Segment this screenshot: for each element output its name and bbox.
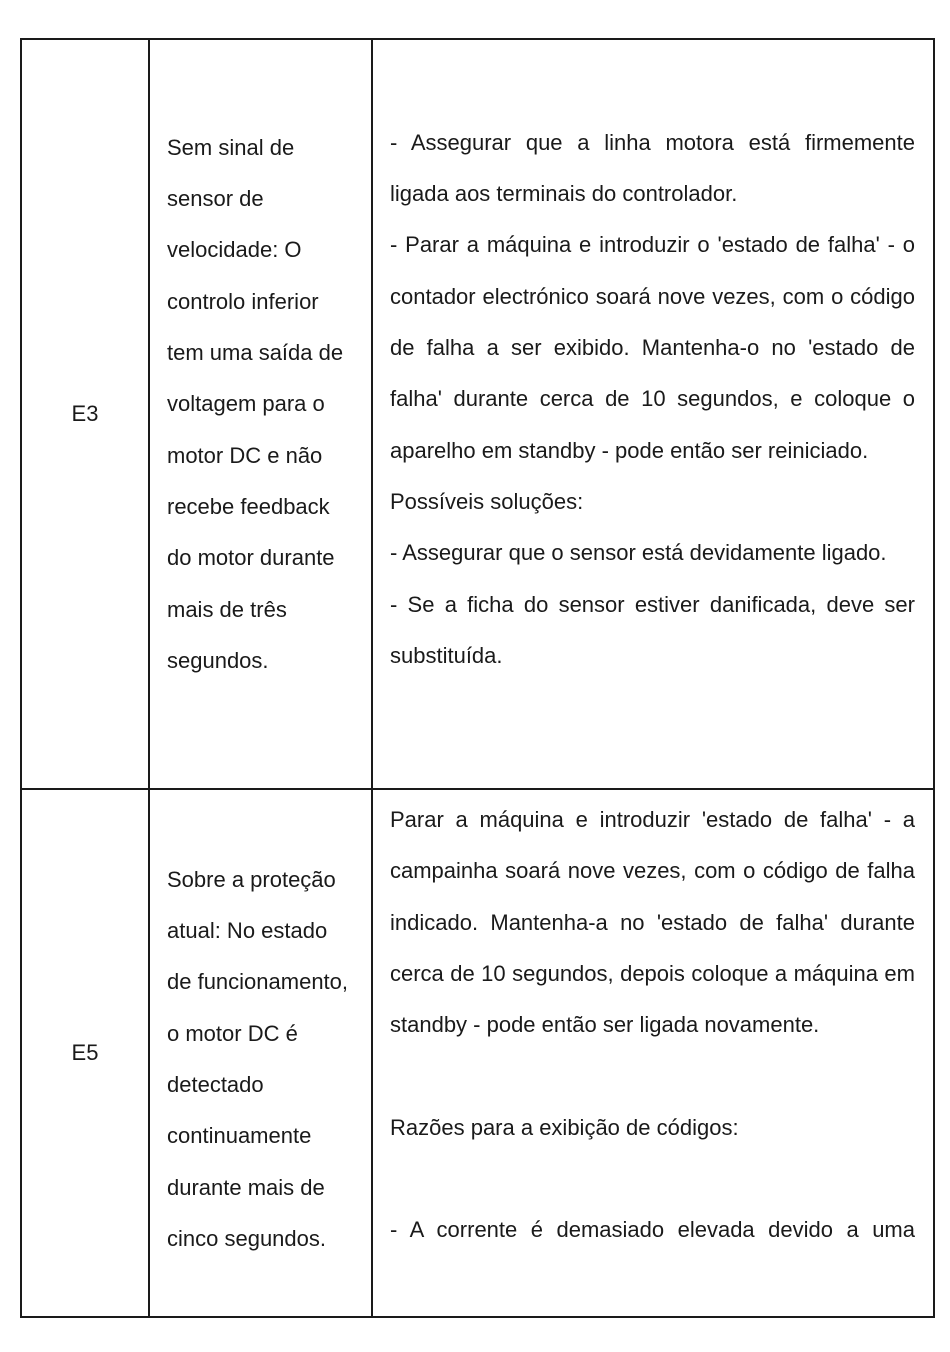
solution-paragraph: - Parar a máquina e introduzir o 'estado de falha' - o contador electrónico soará nove vezes, com o código de falha a ser exibido. Mantenha-o no 'estado de falha' durante cerca de 10 segundos, e coloque o aparelho em standby - pode então ser reiniciado.	[390, 232, 915, 463]
fault-description-cell	[149, 39, 372, 789]
fault-solution-cell	[372, 39, 934, 789]
solution-paragraph: Razões para a exibição de códigos:	[390, 1114, 739, 1140]
solution-paragraph: - A corrente é demasiado elevada devido a uma	[390, 1217, 915, 1243]
table-row	[21, 39, 934, 789]
fault-code: E5	[71, 1040, 99, 1066]
paragraph-spacer	[390, 1050, 915, 1101]
fault-solution-cell	[372, 789, 934, 1317]
solution-paragraph: - Se a ficha do sensor estiver danificada, deve ser substituída.	[390, 591, 915, 668]
fault-description: Sobre a proteção atual: No estado de funcionamento, o motor DC é detectado continuamente durante mais de cinco segundos.	[167, 866, 349, 1251]
solution-paragraph: - Assegurar que a linha motora está firmemente ligada aos terminais do controlador.	[390, 129, 915, 207]
table-row	[21, 789, 934, 1317]
solution-paragraph: Parar a máquina e introduzir 'estado de falha' - a campainha soará nove vezes, com o código de falha indicado. Mantenha-a no 'estado de falha' durante cerca de 10 segundos, depois coloque a máquina em standby - pode então ser ligada novamente.	[390, 807, 915, 1038]
solution-paragraph: - Assegurar que o sensor está devidamente ligado.	[390, 540, 887, 566]
paragraph-spacer	[390, 1153, 915, 1204]
fault-code: E3	[71, 401, 99, 427]
fault-description-cell	[149, 789, 372, 1317]
solution-paragraph: Possíveis soluções:	[390, 488, 584, 514]
fault-description: Sem sinal de sensor de velocidade: O controlo inferior tem uma saída de voltagem para o motor DC e não recebe feedback do motor durante mais de três segundos.	[167, 134, 344, 673]
fault-code-cell	[21, 39, 149, 789]
fault-code-cell	[21, 789, 149, 1317]
fault-code-table	[20, 38, 935, 1318]
